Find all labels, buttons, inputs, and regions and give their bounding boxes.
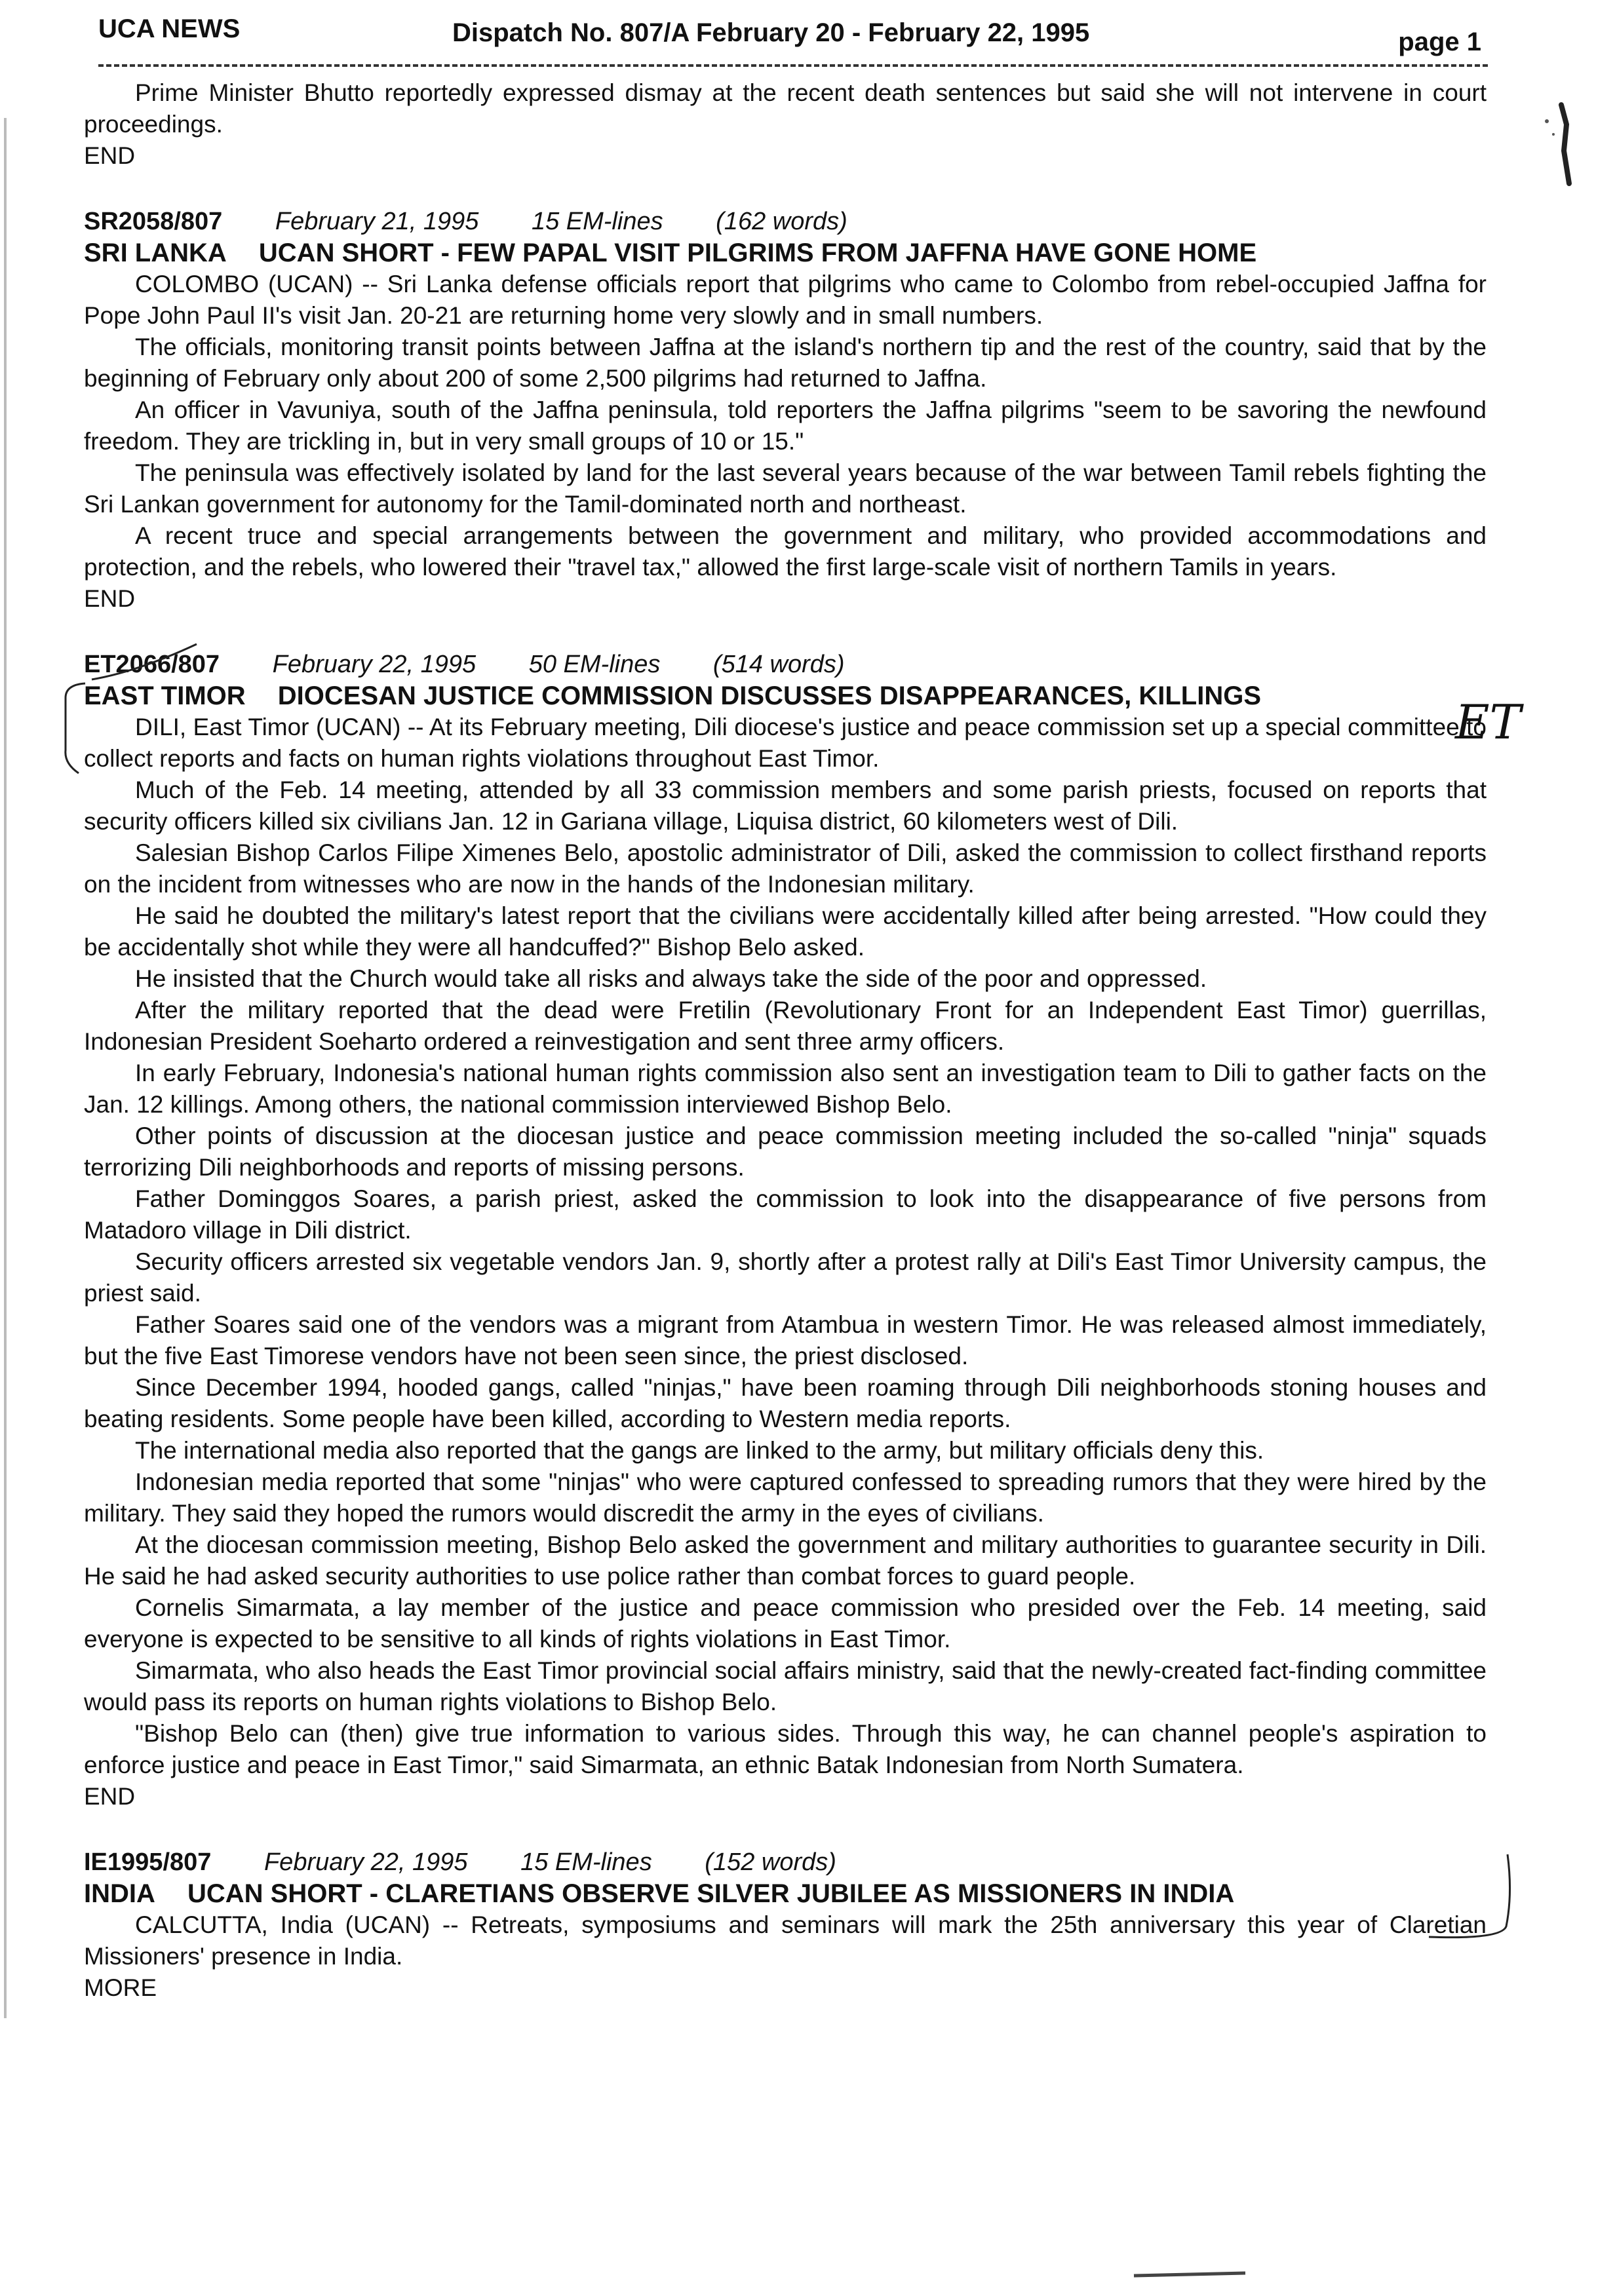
story-lines: 15 EM-lines [520, 1848, 652, 1876]
paragraph: Salesian Bishop Carlos Filipe Ximenes Belo, apostolic administrator of Dili, asked the commission to collect firsthand reports on the incident from witnesses who are now in the hands of the Indonesian military. [84, 839, 1487, 898]
story-east-timor [84, 649, 1487, 1812]
paragraph: Cornelis Simarmata, a lay member of the justice and peace commission who presided over the Feb. 14 meeting, said everyone is expected to be sensitive to all kinds of rights violations in East Timor. [84, 1594, 1487, 1653]
end-marker: END [84, 142, 136, 169]
headline-text: UCAN SHORT - FEW PAPAL VISIT PILGRIMS FROM JAFFNA HAVE GONE HOME [258, 239, 1257, 267]
paragraph: DILI, East Timor (UCAN) -- At its February meeting, Dili diocese's justice and peace commission set up a special committee to collect reports and facts on human rights violations throughout East Timor. [84, 714, 1487, 772]
paragraph: At the diocesan commission meeting, Bishop Belo asked the government and military authorities to guarantee security in Dili. He said he had asked security authorities to use police rather than combat forces to guard people. [84, 1531, 1487, 1590]
story-words: (514 words) [712, 651, 845, 678]
page-number: page 1 [1398, 28, 1481, 56]
story-date: February 21, 1995 [275, 208, 479, 235]
more-marker: MORE [84, 1974, 157, 2001]
paragraph: After the military reported that the dead were Fretilin (Revolutionary Front for an Independent East Timor) guerrillas, Indonesian President Soeharto ordered a reinvestigation and sent three army officers. [84, 997, 1487, 1055]
scan-edge-line [4, 118, 7, 2018]
staple-mark [1527, 98, 1580, 190]
story-meta [84, 206, 1487, 237]
paragraph: Other points of discussion at the diocesan justice and peace commission meeting included the so-called "ninja" squads terrorizing Dili neighborhoods and reports of missing persons. [84, 1122, 1487, 1181]
paragraph: Security officers arrested six vegetable vendors Jan. 9, shortly after a protest rally at Dili's East Timor University campus, the priest said. [84, 1248, 1487, 1307]
story-words: (162 words) [716, 208, 847, 235]
story-words: (152 words) [705, 1848, 836, 1876]
story-slug: SR2058/807 [84, 208, 223, 235]
paragraph: Father Dominggos Soares, a parish priest, asked the commission to look into the disappearance of five persons from Matadoro village in Dili district. [84, 1185, 1487, 1244]
end-marker: END [84, 1783, 136, 1810]
handwritten-margin-note: ET [1455, 695, 1521, 750]
story-slug: IE1995/807 [84, 1848, 212, 1876]
end-marker: END [84, 585, 136, 612]
paragraph: The peninsula was effectively isolated by land for the last several years because of the war between Tamil rebels fighting the Sri Lankan government for autonomy for the Tamil-dominated north and northeast. [84, 459, 1487, 518]
paragraph: Prime Minister Bhutto reportedly expressed dismay at the recent death sentences but said she will not intervene in court proceedings. [84, 79, 1487, 138]
paragraph: He insisted that the Church would take all risks and always take the side of the poor and oppressed. [135, 965, 1207, 992]
paragraph: "Bishop Belo can (then) give true information to various sides. Through this way, he can channel people's aspiration to enforce justice and peace in East Timor," said Simarmata, an ethnic Batak Indonesian from North Sumatera. [84, 1720, 1487, 1778]
scan-artifact [1049, 2264, 1311, 2284]
story-headline [84, 1878, 1487, 1909]
paragraph: He said he doubted the military's latest report that the civilians were accidentally killed after being arrested. "How could they be accidentally shot while they were all handcuffed?" Bishop Belo asked. [84, 902, 1487, 961]
intro-fragment [84, 77, 1487, 172]
story-sri-lanka [84, 206, 1487, 615]
paragraph: CALCUTTA, India (UCAN) -- Retreats, symposiums and seminars will mark the 25th anniversary this year of Claretian Missioners' presence in India. [84, 1911, 1487, 1970]
paragraph: Since December 1994, hooded gangs, called "ninjas," have been roaming through Dili neighborhoods stoning houses and beating residents. Some people have been killed, according to Western media reports. [84, 1374, 1487, 1432]
headline-text: DIOCESAN JUSTICE COMMISSION DISCUSSES DISAPPEARANCES, KILLINGS [277, 681, 1261, 710]
story-country: INDIA [84, 1879, 155, 1908]
paragraph: Indonesian media reported that some "ninjas" who were captured confessed to spreading rumors that they were hired by the military. They said they hoped the rumors would discredit the army in the eyes of civilians. [84, 1468, 1487, 1527]
story-headline [84, 237, 1487, 269]
story-india [84, 1846, 1487, 2004]
story-date: February 22, 1995 [263, 1848, 468, 1876]
headline-text: UCAN SHORT - CLARETIANS OBSERVE SILVER JUBILEE AS MISSIONERS IN INDIA [187, 1879, 1235, 1908]
paragraph: Much of the Feb. 14 meeting, attended by all 33 commission members and some parish priests, focused on reports that security officers killed six civilians Jan. 12 in Gariana village, Liquisa district, 60 kilometers west of Dili. [84, 776, 1487, 835]
story-bracket-mark [39, 678, 92, 776]
header-divider [98, 64, 1488, 67]
story-meta [84, 1846, 1487, 1878]
publication-name: UCA NEWS [98, 14, 241, 43]
paragraph: Simarmata, who also heads the East Timor provincial social affairs ministry, said that the newly-created fact-finding committee would pass its reports on human rights violations to Bishop Belo. [84, 1657, 1487, 1715]
paragraph: The officials, monitoring transit points between Jaffna at the island's northern tip and the rest of the country, said that by the beginning of February only about 200 of some 2,500 pilgrims had returned to Jaffna. [84, 334, 1487, 392]
end-tick-mark [85, 639, 210, 685]
story-headline [84, 680, 1487, 712]
story-lines: 15 EM-lines [531, 208, 663, 235]
paragraph: An officer in Vavuniya, south of the Jaffna peninsula, told reporters the Jaffna pilgrims "seem to be savoring the newfound freedom. They are trickling in, but in very small groups of 10 or 15." [84, 396, 1487, 455]
story-country: EAST TIMOR [84, 681, 246, 710]
end-bracket-mark [1422, 1848, 1521, 1946]
story-slug: ET2066/807 [84, 651, 220, 678]
story-country: SRI LANKA [84, 239, 227, 267]
paragraph: In early February, Indonesia's national human rights commission also sent an investigation team to Dili to gather facts on the Jan. 12 killings. Among others, the national commission interviewed Bishop Belo. [84, 1060, 1487, 1118]
page-header [98, 14, 1494, 60]
paragraph: COLOMBO (UCAN) -- Sri Lanka defense officials report that pilgrims who came to Colombo from rebel-occupied Jaffna for Pope John Paul II's visit Jan. 20-21 are returning home very slowly and in small numbers. [84, 271, 1487, 329]
paragraph: A recent truce and special arrangements between the government and military, who provided accommodations and protection, and the rebels, who lowered their "travel tax," allowed the first large-scale visit of northern Tamils in years. [84, 522, 1487, 581]
paragraph: The international media also reported that the gangs are linked to the army, but military officials deny this. [135, 1437, 1264, 1464]
paragraph: Father Soares said one of the vendors was a migrant from Atambua in western Timor. He was released almost immediately, but the five East Timorese vendors have not been seen since, the priest disclosed. [84, 1311, 1487, 1369]
story-date: February 22, 1995 [272, 651, 477, 678]
dispatch-info: Dispatch No. 807/A February 20 - February 22, 1995 [452, 18, 1090, 47]
document-body [84, 77, 1487, 2038]
story-lines: 50 EM-lines [528, 651, 661, 678]
story-meta [84, 649, 1487, 680]
